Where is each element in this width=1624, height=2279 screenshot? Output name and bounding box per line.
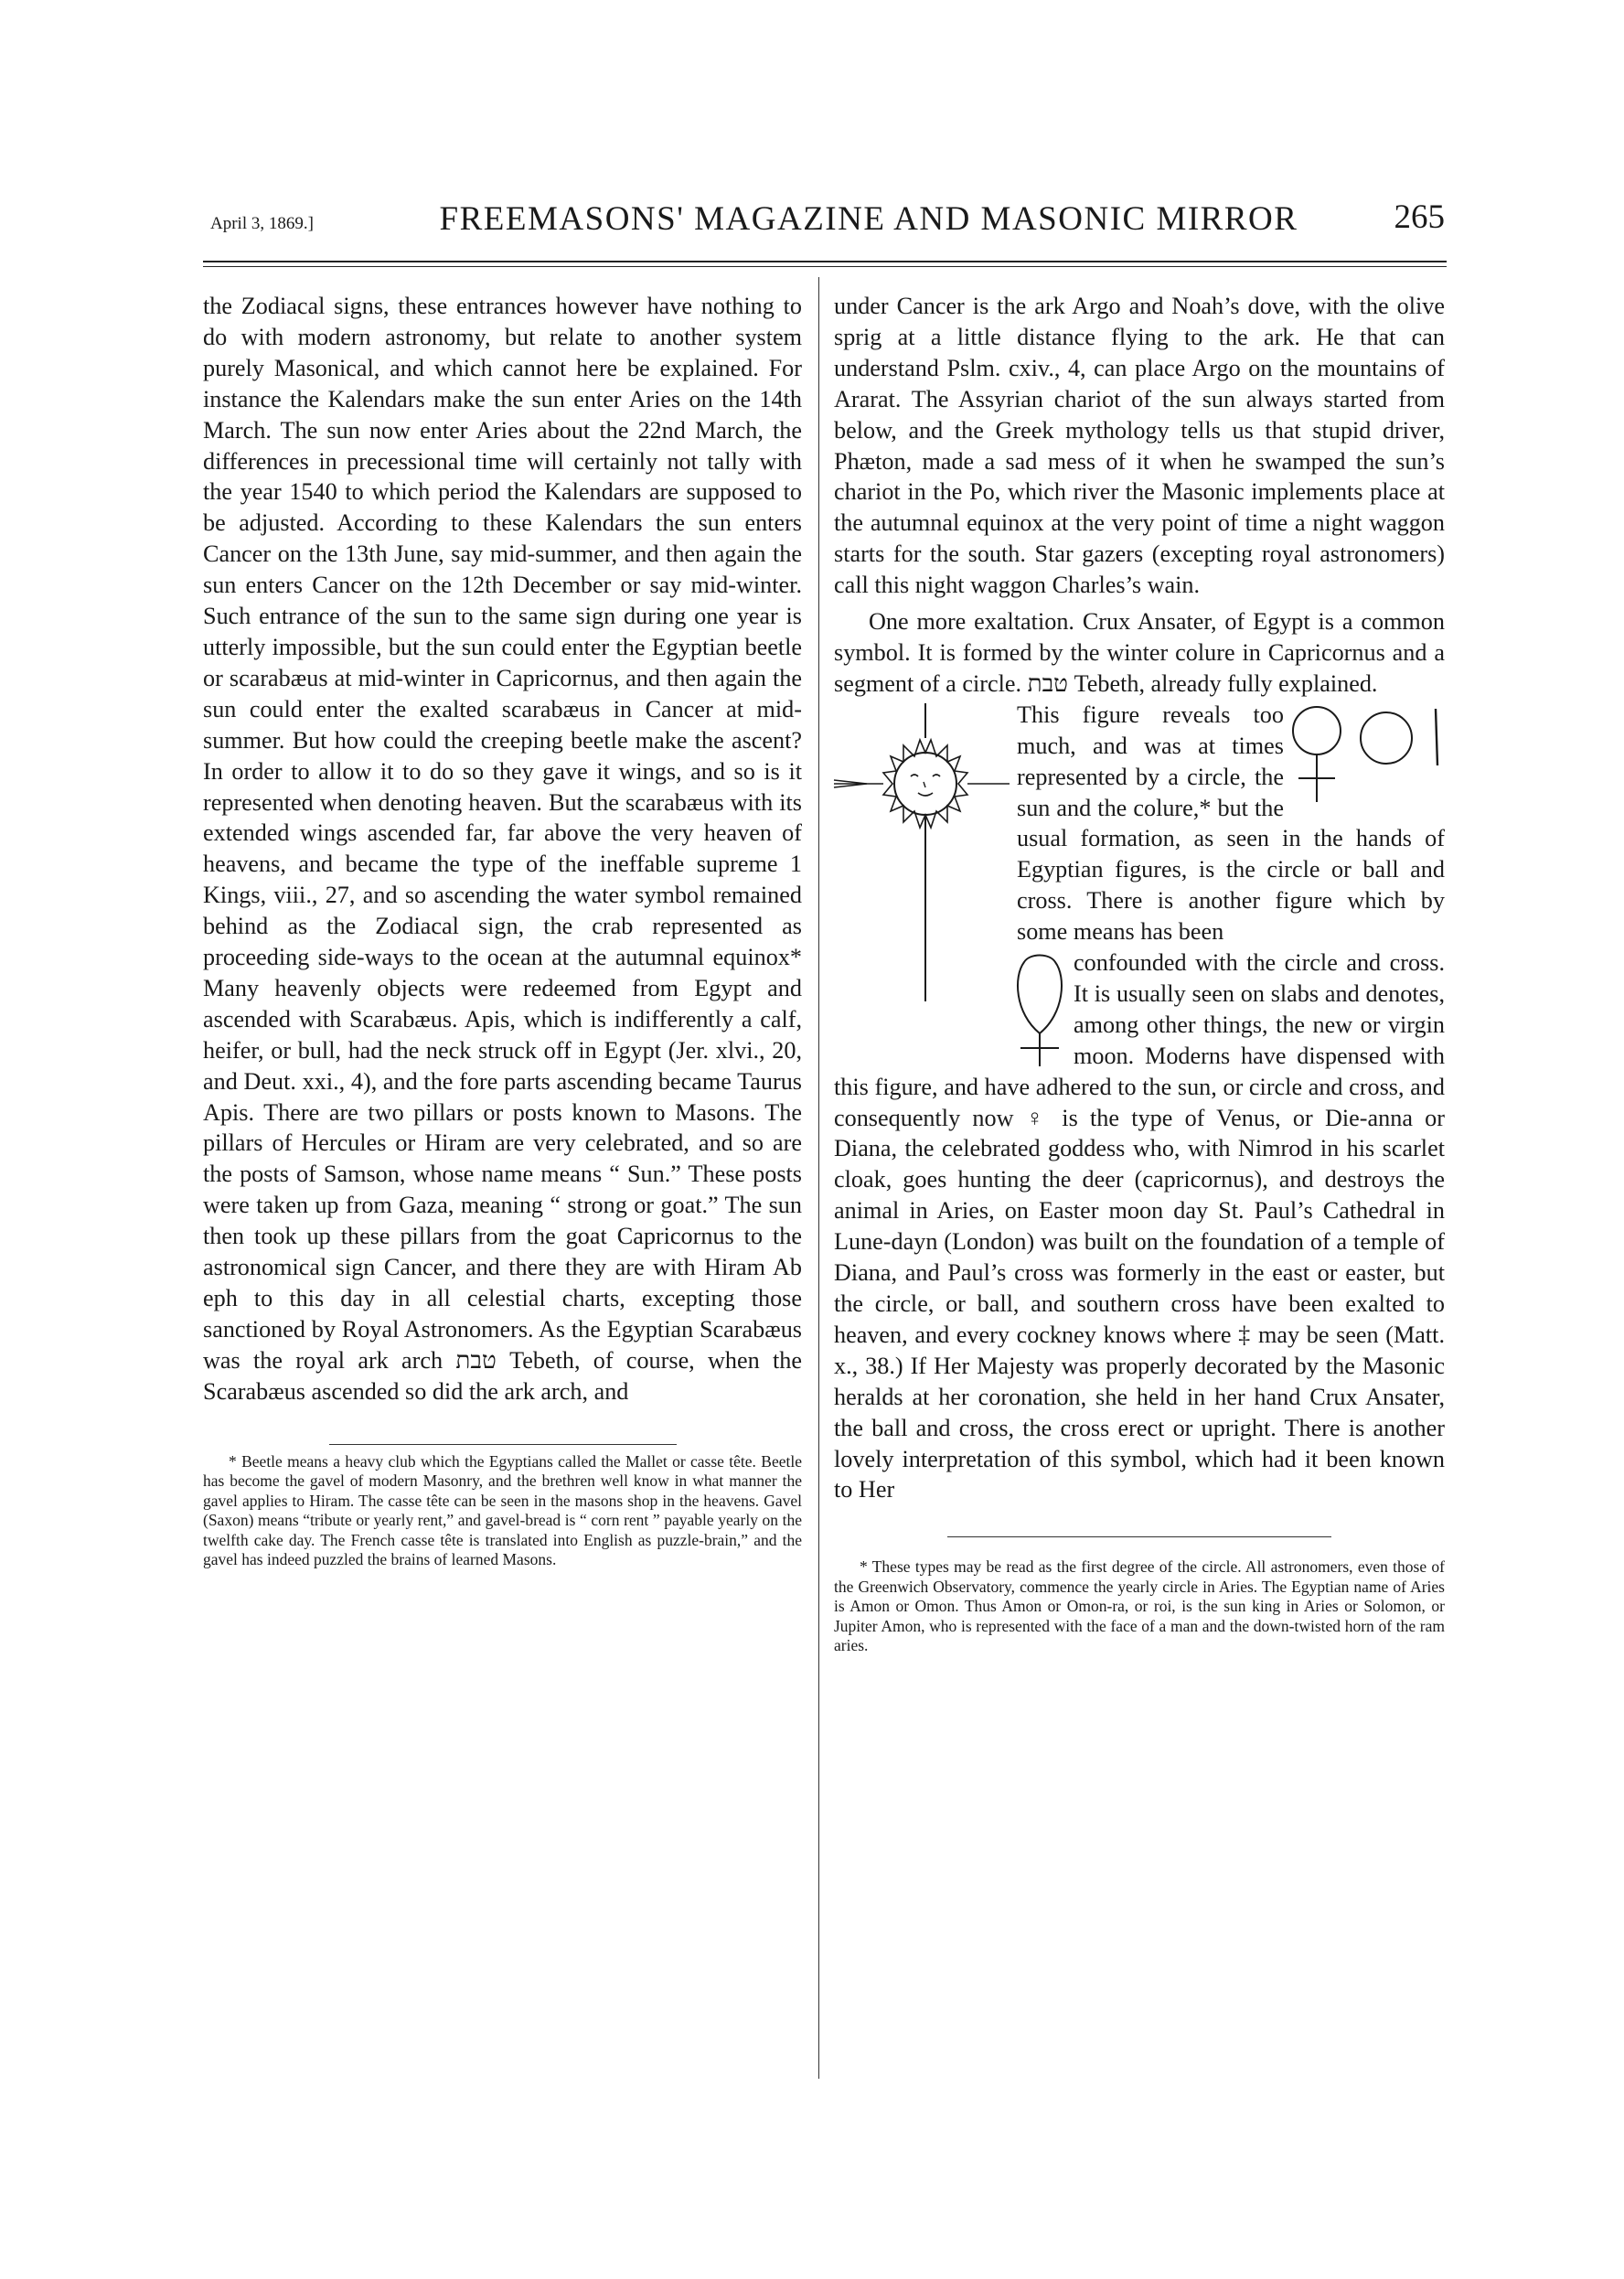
left-paragraph: the Zodiacal signs, these entrances however have nothing to do with modern astronomy, but relate to another system purely Masonical, and which cannot here be explained. For instance the Kalendars make the sun enter Aries on the 14th March. The sun now enter Aries about the 22nd March, the differences in precessional time will certainly not tally with the year 1540 to which period the Kalendars are supposed to be adjusted. According to these Kalendars the sun enters Cancer on the 13th June, say mid-summer, and then again the sun enters Cancer on the 12th December or say mid-winter. Such entrance of the sun to the same sign during one year is utterly impossible, but the sun could enter the Egyptian beetle or scarabæus at mid-winter in Capricornus, and then again the sun could enter the exalted scarabæus in Cancer at mid-summer. But how could the creeping beetle make the ascent? In order to allow it to do so they gave it wings, and so is it represented when denoting heaven. But the scarabæus with its extended wings ascended far, far above the very heaven of heavens, and became the type of the ineffable supreme 1 Kings, viii., 27, and so ascending the water symbol remained behind as the Zodiacal sign, the crab represented as proceeding side-ways to the ocean at the autumnal equinox* Many heavenly objects were redeemed from Egypt and ascended with Scarabæus. Apis, which is indifferently a calf, heifer, or bull, had the neck struck off in Egypt (Jer. xlvi., 20, and Deut. xxi., 4), and the fore parts ascending became Taurus Apis. There are two pillars or posts known to Masons. The pillars of Hercules or Hiram are very celebrated, and so are the posts of Samson, whose name means “ Sun.” These posts were taken up from Gaza, meaning “ strong or goat.” The sun then took up these pillars from the goat Capricornus to the astronomical sign Cancer, and there they are with Hiram Ab eph to this day in all celestial charts, excepting those sanctioned by Royal Astronomers. As the Egyptian Scarabæus was the royal ark arch טבת Tebeth, of course, when the Scarabæus ascended so did the ark arch, and [203, 293, 802, 1405]
circle-and-colure-figure [1350, 703, 1445, 769]
right-paragraph-2-a-text: This figure reveals too much, and was at times represented by a circle, the sun and the colure,* but the usual formation, as seen in the hands of Egyptian figures, is the circle or ball and cross. There is another figure which by some means has been [1017, 701, 1445, 946]
header-rule-thin [203, 266, 1447, 267]
column-divider [818, 277, 819, 2079]
footnote-rule [947, 1536, 1331, 1537]
right-paragraph-1: under Cancer is the ark Argo and Noah’s dove, with the olive sprig at a little distance flying to the ark. He that can understand Pslm. cxiv., 4, can place Argo on the mountains of Ararat. The Assyrian chariot of the sun always started from below, and the Greek mythology tells us that stupid driver, Phæton, made a sad mess of it when he swamped the sun’s chariot in the Po, which river the Masonic implements place at the autumnal equinox at the very point of time a night waggon starts for the south. Star gazers (excepting royal astronomers) call this night waggon Charles’s wain. [834, 293, 1445, 599]
right-paragraph-2-intro: One more exaltation. Crux Ansater, of Egypt is a common symbol. It is formed by the winter colure in Capricornus and a segment of a circle. טבת Tebeth, already fully explained. [834, 608, 1445, 697]
page-header [210, 198, 1445, 252]
header-rule-thick [203, 261, 1447, 262]
issue-date: April 3, 1869.] [210, 214, 314, 233]
publication-title: FREEMASONS' MAGAZINE AND MASONIC MIRROR [439, 200, 1298, 238]
right-paragraph-2-b [834, 947, 1445, 1505]
circle-and-cross-figure [1287, 701, 1344, 804]
right-footnote: * These types may be read as the first degree of the circle. All astronomers, even those of the Greenwich Observatory, commence the yearly circle in Aries. The Egyptian name of Aries is Amon or Omon. Thus Amon or Omon-ra, or roi, is the sun king in Aries or Solomon, or Jupiter Amon, who is represented with the face of a man and the down-twisted horn of the ram aries. [834, 1557, 1445, 1655]
left-column [203, 291, 802, 1570]
footnote-rule [329, 1444, 677, 1445]
left-footnote: * Beetle means a heavy club which the Egyptians called the Mallet or casse tête. Beetle has become the gavel of modern Masonry, and the brethren well know in what manner the gavel applies to Hiram. The casse tête can be seen in the masons shop in the heavens. Gavel (Saxon) means “tribute or yearly rent,” and gavel-bread is “ corn rent ” payable yearly on the twelfth cake day. The French casse tête is translated into English as puzzle-brain,” and the gavel has indeed puzzled the brains of learned Masons. [203, 1451, 802, 1569]
page-number: 265 [1394, 198, 1445, 236]
right-column [834, 291, 1445, 1656]
crux-ansata-sun-figure [830, 703, 1011, 1005]
ankh-figure [1010, 949, 1070, 1068]
right-paragraph-2-b-text: confounded with the circle and cross. It is usually seen on slabs and denotes, among other things, the new or virgin moon. Moderns have dispensed with this figure, and have adhered to the sun, or circle and cross, and consequently now ♀ is the type of Venus, or Die-anna or Diana, the celebrated goddess who, with Nimrod in his scarlet cloak, goes hunting the deer (capricornus), and destroys the animal in Aries, on Easter moon day St. Paul’s Cathedral in Lune-dayn (London) was built on the foundation of a temple of Diana, and Paul’s cross was formerly in the east or easter, but the circle, or ball, and southern cross have been exalted to heaven, and every cockney knows where ‡ may be seen (Matt. x., 38.) If Her Majesty was properly decorated by the Masonic heralds at her coronation, she held in her hand Crux Ansater, the ball and cross, the cross erect or upright. There is another lovely interpretation of this symbol, which had it been known to Her [834, 949, 1445, 1503]
